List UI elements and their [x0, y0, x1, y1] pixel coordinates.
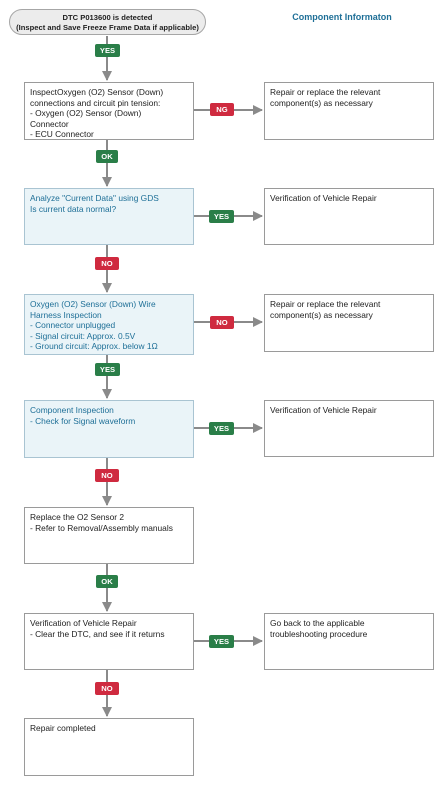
badge-yes-step3: YES: [95, 363, 120, 376]
side-2-verification: [264, 188, 434, 245]
component-information-header: Component Informaton: [292, 12, 392, 22]
step-1-line-5: - ECU Connector: [30, 129, 94, 139]
step-5-line-1: Replace the O2 Sensor 2: [30, 512, 125, 522]
badge-yes-side5: YES: [209, 635, 234, 648]
step-4-line-1: Component Inspection: [30, 405, 114, 415]
side-4-line-1: Verification of Vehicle Repair: [270, 405, 377, 415]
step-5-replace-sensor: [24, 507, 194, 564]
step-3-line-4: - Signal circuit: Approx. 0.5V: [30, 330, 136, 341]
step-2-line-2: Is current data normal?: [30, 203, 117, 214]
side-3-repair-replace: [264, 294, 434, 352]
step-5-line-2: - Refer to Removal/Assembly manuals: [30, 522, 173, 533]
badge-no-step6: NO: [95, 682, 119, 695]
badge-yes-start: YES: [95, 44, 120, 57]
step-2-line-1: Analyze "Current Data" using GDS: [30, 193, 159, 203]
badge-no-step4: NO: [95, 469, 119, 482]
step-4-line-2: - Check for Signal waveform: [30, 415, 136, 426]
step-1-line-3: - Oxygen (O2) Sensor (Down): [30, 108, 142, 118]
side-1-line-1: Repair or replace the relevant: [270, 87, 381, 97]
step-7-line-1: Repair completed: [30, 723, 96, 733]
side-5-line-1: Go back to the applicable: [270, 618, 365, 628]
step-1-line-2: connections and circuit pin tension:: [30, 97, 161, 108]
step-6-line-1: Verification of Vehicle Repair: [30, 618, 137, 628]
badge-no-step2: NO: [95, 257, 119, 270]
badge-yes-side4: YES: [209, 422, 234, 435]
side-5-go-back: [264, 613, 434, 670]
step-6-verification: [24, 613, 194, 670]
step-1-line-1: InspectOxygen (O2) Sensor (Down): [30, 87, 164, 97]
step-3-line-3: - Connector unplugged: [30, 320, 116, 330]
step-2-current-data-analysis: [24, 188, 194, 245]
step-3-line-5: - Ground circuit: Approx. below 1Ω: [30, 341, 158, 351]
side-3-line-1: Repair or replace the relevant: [270, 299, 381, 309]
step-1-connector-inspection: [24, 82, 194, 140]
badge-no-side3: NO: [210, 316, 234, 329]
badge-ng-side1: NG: [210, 103, 234, 116]
start-terminal: [9, 9, 206, 35]
step-3-line-1: Oxygen (O2) Sensor (Down) Wire: [30, 299, 156, 309]
start-title: DTC P013600 is detected: [62, 13, 153, 22]
step-1-line-4: Connector: [30, 118, 69, 129]
step-3-line-2: Harness Inspection: [30, 309, 102, 320]
badge-ok-step1: OK: [96, 150, 118, 163]
step-6-line-2: - Clear the DTC, and see if it returns: [30, 628, 165, 639]
side-2-line-1: Verification of Vehicle Repair: [270, 193, 377, 203]
side-4-verification: [264, 400, 434, 457]
side-1-repair-replace: [264, 82, 434, 140]
badge-yes-side2: YES: [209, 210, 234, 223]
side-1-line-2: component(s) as necessary: [270, 97, 373, 108]
side-5-line-2: troubleshooting procedure: [270, 628, 368, 639]
side-3-line-2: component(s) as necessary: [270, 309, 373, 320]
step-3-wire-harness-inspection: [24, 294, 194, 355]
step-4-component-inspection: [24, 400, 194, 458]
start-subtitle: (Inspect and Save Freeze Frame Data if applicable): [16, 23, 199, 32]
step-7-repair-completed: [24, 718, 194, 776]
badge-ok-step5: OK: [96, 575, 118, 588]
